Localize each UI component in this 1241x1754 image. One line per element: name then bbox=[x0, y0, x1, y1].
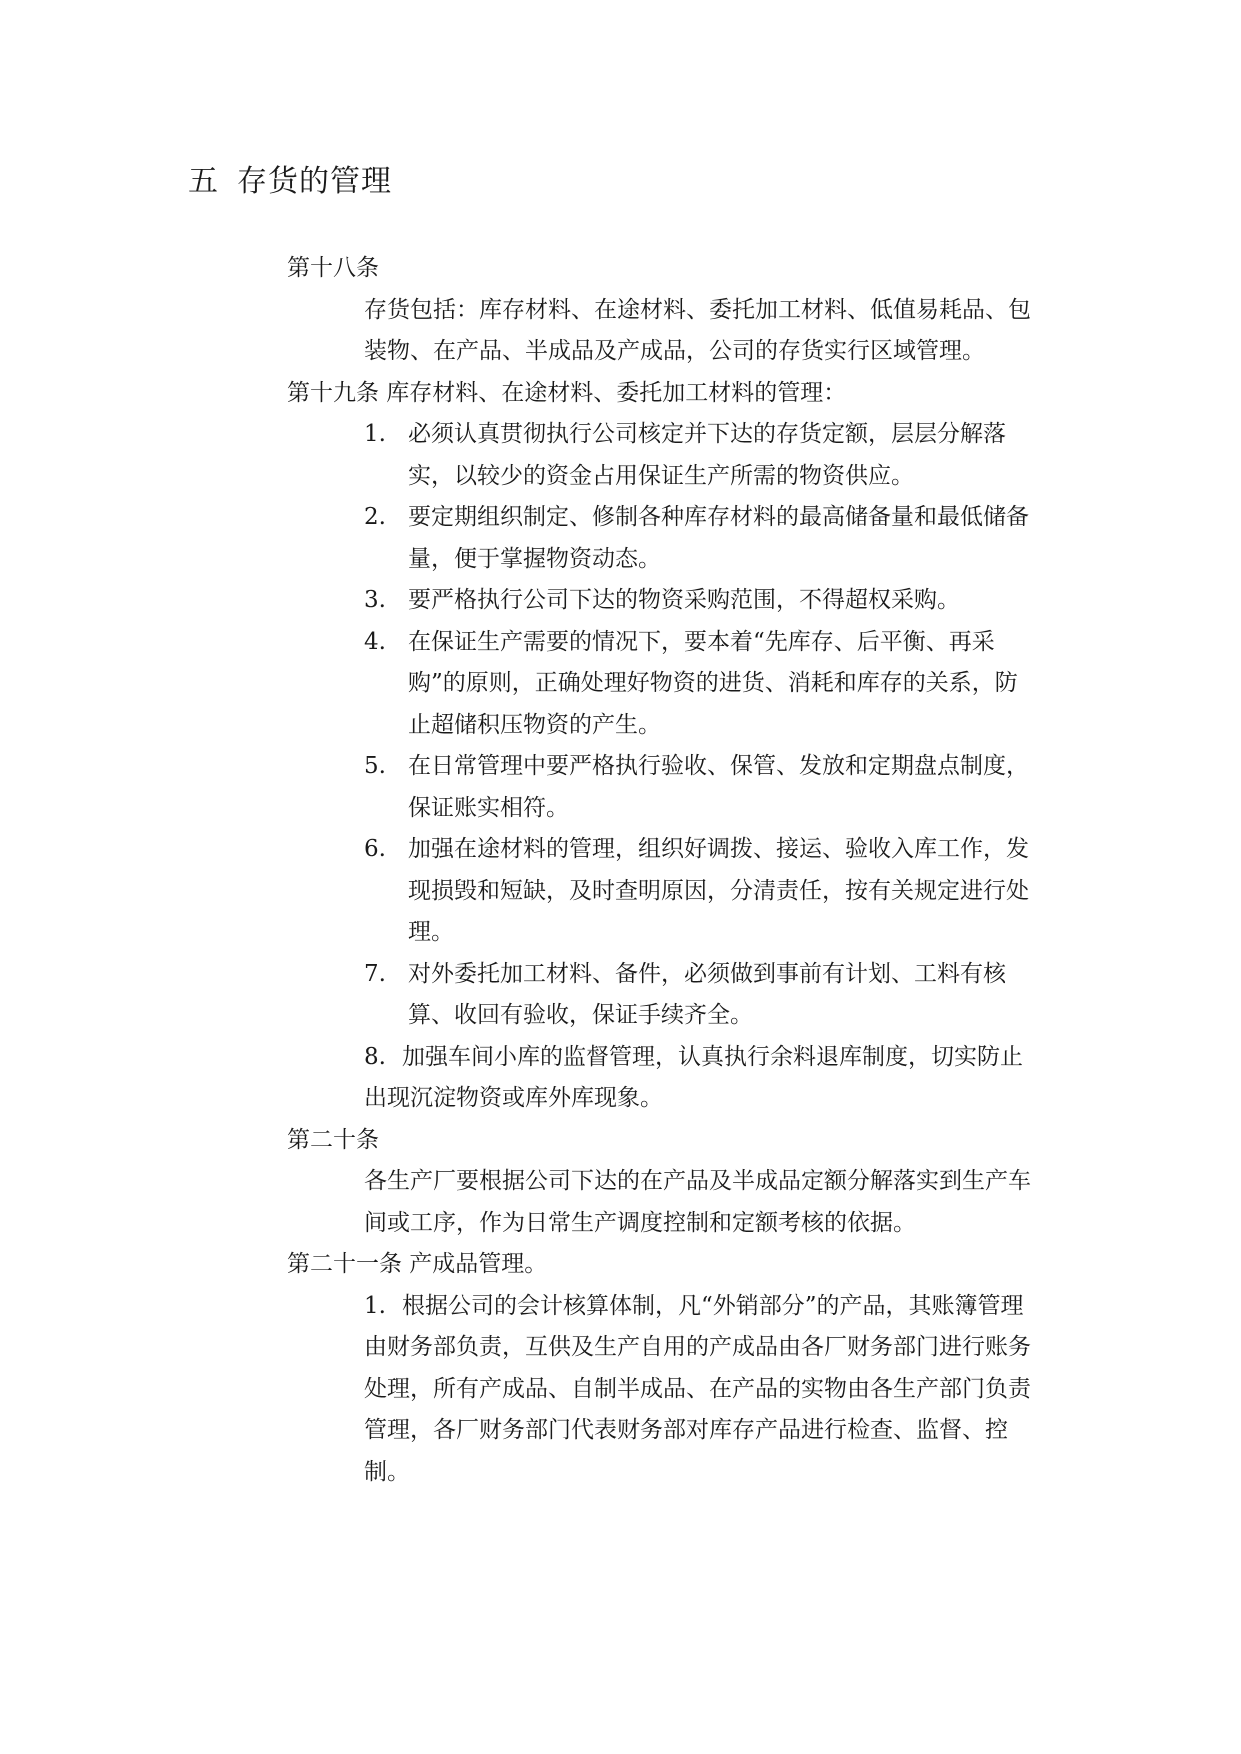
list-item bbox=[364, 1037, 1036, 1120]
item-text: 要定期组织制定、修制各种库存材料的最高储备量和最低储备量，便于掌握物资动态。 bbox=[408, 504, 1029, 572]
item-number: 4. bbox=[364, 628, 386, 655]
document-body bbox=[0, 248, 1241, 1493]
article-21-heading: 第二十一条 产成品管理。 bbox=[287, 1251, 548, 1277]
item-text: 必须认真贯彻执行公司核定并下达的存货定额，层层分解落实，以较少的资金占用保证生产所需的物资供应。 bbox=[408, 421, 1006, 489]
list-item bbox=[364, 829, 1036, 954]
list-item bbox=[364, 746, 1036, 829]
item-number: 2. bbox=[364, 504, 386, 530]
item-number: 5. bbox=[364, 753, 386, 779]
article-19-list bbox=[0, 414, 1241, 1037]
item-number: 1. bbox=[364, 421, 386, 447]
list-item bbox=[364, 1286, 1036, 1494]
item-number: 1. bbox=[364, 1292, 386, 1319]
section-heading: 存货的管理 bbox=[237, 164, 392, 199]
article-20-heading: 第二十条 bbox=[287, 1126, 379, 1153]
list-item bbox=[364, 580, 1036, 622]
item-number: 6. bbox=[364, 836, 386, 862]
list-item bbox=[364, 622, 1036, 747]
item-number: 3. bbox=[364, 587, 386, 613]
item-number: 7. bbox=[364, 960, 386, 987]
item-text: 加强车间小库的监督管理，认真执行余料退库制度，切实防止出现沉淀物资或库外库现象。 bbox=[364, 1043, 1023, 1111]
list-item bbox=[364, 954, 1036, 1037]
list-item bbox=[364, 497, 1036, 580]
item-text: 根据公司的会计核算体制，凡“外销部分”的产品，其账簿管理由财务部负责，互供及生产自用的产成品由各厂财务部门进行账务处理，所有产成品、自制半成品、在产品的实物由各生产部门负责管理，各厂财务部门代表财务部对库存产品进行检查、监督、控制。 bbox=[364, 1292, 1031, 1485]
article-18-body: 存货包括：库存材料、在途材料、委托加工材料、低值易耗品、包装物、在产品、半成品及产成品，公司的存货实行区域管理。 bbox=[364, 296, 1031, 364]
section-title bbox=[188, 162, 392, 202]
item-text: 在日常管理中要严格执行验收、保管、发放和定期盘点制度，保证账实相符。 bbox=[408, 753, 1029, 821]
item-text: 要严格执行公司下达的物资采购范围，不得超权采购。 bbox=[408, 587, 960, 613]
article-19-heading: 第十九条 库存材料、在途材料、委托加工材料的管理： bbox=[287, 379, 847, 406]
list-item bbox=[364, 414, 1036, 497]
item-text: 在保证生产需要的情况下，要本着“先库存、后平衡、再采购”的原则，正确处理好物资的进货、消耗和库存的关系，防止超储积压物资的产生。 bbox=[408, 628, 1018, 738]
item-number: 8. bbox=[364, 1043, 386, 1070]
section-number: 五 bbox=[188, 164, 219, 199]
article-18-heading: 第十八条 bbox=[287, 255, 379, 281]
article-20-body: 各生产厂要根据公司下达的在产品及半成品定额分解落实到生产车间或工序，作为日常生产调度控制和定额考核的依据。 bbox=[364, 1168, 1031, 1236]
item-text: 加强在途材料的管理，组织好调拨、接运、验收入库工作，发现损毁和短缺，及时查明原因，分清责任，按有关规定进行处理。 bbox=[408, 836, 1029, 945]
item-text: 对外委托加工材料、备件，必须做到事前有计划、工料有核算、收回有验收，保证手续齐全。 bbox=[408, 960, 1006, 1028]
